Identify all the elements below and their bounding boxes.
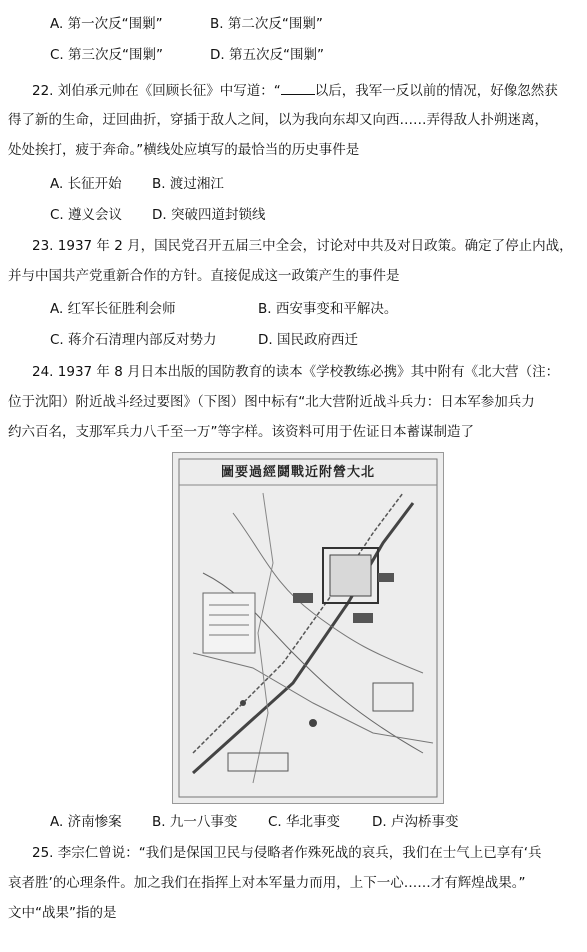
q21-option-b[interactable]: B. 第二次反“围剿” [210,16,323,32]
q24-stem-line-1: 24. 1937 年 8 月日本出版的国防教育的读本《学校教练必携》其中附有《北大营（注： [32,364,560,380]
q25-stem-line-3: 文中“战果”指的是 [8,905,117,921]
q22-option-c[interactable]: C. 遵义会议 [50,207,123,223]
q22-stem-line-2: 得了新的生命，迂回曲折，穿插于敌人之间，以为我向东却又向西……弄得敌人扑朔迷离， [8,112,548,128]
q24-stem-line-2: 位于沈阳）附近战斗经过要图》（下图）图中标有“北大营附近战斗兵力：日本军参加兵力 [8,394,535,410]
q21-option-c[interactable]: C. 第三次反“围剿” [50,47,163,63]
q23-option-a[interactable]: A. 红军长征胜利会师 [50,301,176,317]
q24-stem-line-3: 约六百名，支那军兵力八千至一万”等字样。该资料可用于佐证日本蓄谋制造了 [8,424,474,440]
q22-option-d[interactable]: D. 突破四道封锁线 [152,207,266,223]
q23-option-c[interactable]: C. 蒋介石清理内部反对势力 [50,332,217,348]
q24-option-d[interactable]: D. 卢沟桥事变 [372,814,459,830]
q23-stem-line-1: 23. 1937 年 2 月，国民党召开五届三中全会，讨论对中共及对日政策。确定了停止内战， [32,238,573,254]
q23-option-d[interactable]: D. 国民政府西迁 [258,332,358,348]
q21-option-a[interactable]: A. 第一次反“围剿” [50,16,163,32]
q25-stem-line-2: 哀者胜’的心理条件。加之我们在指挥上对本军量力而用，上下一心……才有辉煌战果。” [8,875,526,891]
q23-option-b[interactable]: B. 西安事变和平解决。 [258,301,398,317]
q22-option-a[interactable]: A. 长征开始 [50,176,122,192]
q25-stem-line-1: 25. 李宗仁曾说：“我们是保国卫民与侵略者作殊死战的哀兵，我们在士气上已享有‘兵 [32,845,542,861]
map-title: 圖要過經鬪戰近附營大北 [221,465,376,480]
map-drawing [173,453,443,803]
q22-answer-blank [281,80,315,95]
q22-stem-after-blank: 以后，我军一反以前的情况，好像忽然获 [314,83,558,99]
q23-stem-line-2: 并与中国共产党重新合作的方针。直接促成这一政策产生的事件是 [8,268,400,284]
q21-option-d[interactable]: D. 第五次反“围剿” [210,47,324,63]
q22-stem-line-1 [32,80,558,101]
beidaying-battle-map-image [172,452,444,804]
q22-stem-before-blank: 22. 刘伯承元帅在《回顾长征》中写道：“ [32,83,281,99]
q22-stem-line-3: 处处挨打，疲于奔命。”横线处应填写的最恰当的历史事件是 [8,142,360,158]
q24-option-c[interactable]: C. 华北事变 [268,814,341,830]
q22-option-b[interactable]: B. 渡过湘江 [152,176,224,192]
q24-option-a[interactable]: A. 济南惨案 [50,814,122,830]
q24-option-b[interactable]: B. 九一八事变 [152,814,238,830]
